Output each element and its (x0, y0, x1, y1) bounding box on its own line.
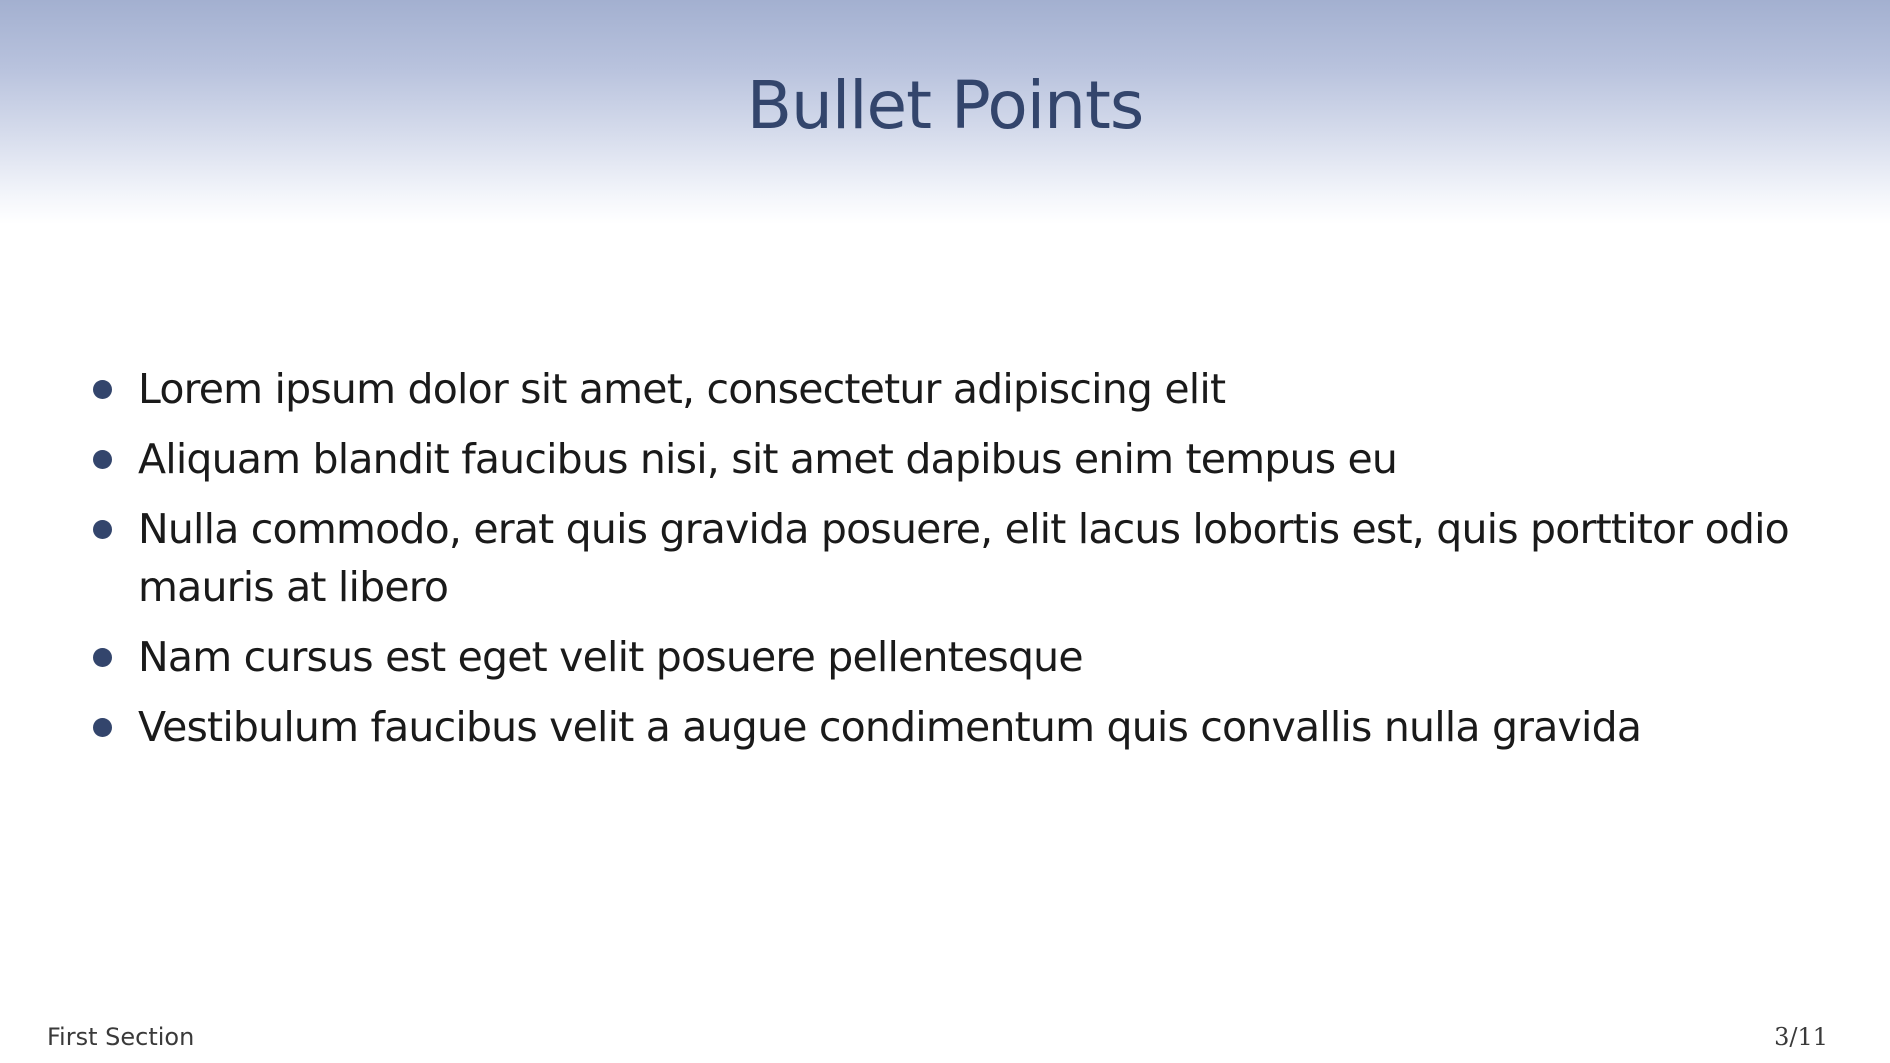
bullet-dot-icon (93, 648, 112, 667)
bullet-text: Lorem ipsum dolor sit amet, consectetur adipiscing elit (138, 365, 1226, 413)
bullet-item (86, 500, 1856, 616)
bullet-item (86, 698, 1856, 756)
bullet-list (86, 360, 1856, 768)
bullet-dot-icon (93, 450, 112, 469)
bullet-dot-icon (93, 718, 112, 737)
bullet-item (86, 430, 1856, 488)
bullet-dot-icon (93, 380, 112, 399)
bullet-text: Vestibulum faucibus velit a augue condimentum quis convallis nulla gravida (138, 703, 1642, 751)
footer-section-name: First Section (47, 1023, 195, 1051)
footer-page-number: 3/11 (1774, 1023, 1828, 1051)
bullet-text: Nulla commodo, erat quis gravida posuere, elit lacus lobortis est, quis porttitor odio mauris at libero (138, 505, 1789, 611)
slide-title: Bullet Points (746, 67, 1144, 144)
bullet-dot-icon (93, 520, 112, 539)
bullet-text: Aliquam blandit faucibus nisi, sit amet dapibus enim tempus eu (138, 435, 1398, 483)
bullet-item (86, 360, 1856, 418)
bullet-item (86, 628, 1856, 686)
bullet-text: Nam cursus est eget velit posuere pellentesque (138, 633, 1083, 681)
